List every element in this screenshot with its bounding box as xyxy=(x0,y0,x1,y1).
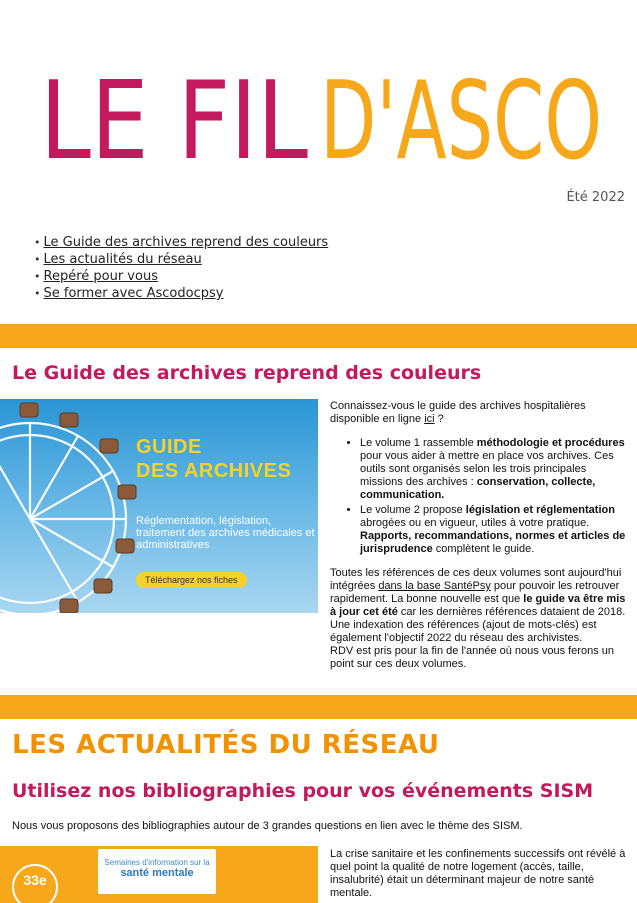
sism-body-text: La crise sanitaire et les confinements successifs ont révélé à quel point la qualité de notre logement (accès, taille, insalubrité) était un déterminant majeur de notre santé mentale. xyxy=(330,848,626,899)
section-divider-band xyxy=(0,695,637,719)
article-intro xyxy=(330,400,630,426)
section-heading-actualites: LES ACTUALITÉS DU RÉSEAU xyxy=(12,730,440,760)
banner-subtitle: Réglementation, législation, traitement des archives médicales et administratives xyxy=(136,515,315,551)
toc-link-repere[interactable]: Repéré pour vous xyxy=(43,269,158,284)
volume-1-item xyxy=(360,437,630,502)
volume-2-item xyxy=(360,504,630,556)
para2-text-2: pour pouvoir les retrouver rapidement. La bonne nouvelle est que xyxy=(330,580,620,605)
subheading-sism: Utilisez nos bibliographies pour vos événements SISM xyxy=(12,780,594,802)
intro-end: ? xyxy=(434,413,444,425)
toc-item xyxy=(34,234,328,251)
masthead-title-dasco: D'ASCO xyxy=(320,59,602,180)
toc-link-actualites[interactable]: Les actualités du réseau xyxy=(43,252,202,267)
vol1-text: Le volume 1 rassemble xyxy=(360,437,477,449)
para2-text-3: car les dernières références dataient de 2018. Une indexation des références (ajout de mots-clés) est également l'objectif 2022 du réseau des archivistes. xyxy=(330,606,626,644)
guide-online-link[interactable]: ici xyxy=(424,413,435,425)
vol1-bold: méthodologie et procédures xyxy=(476,437,625,449)
vol2-bold: législation et réglementation xyxy=(465,504,615,516)
volumes-list xyxy=(330,437,630,556)
article-para-2 xyxy=(330,567,630,645)
article-para-3: RDV est pris pour la fin de l'année où nous vous ferons un point sur ces deux volumes. xyxy=(330,645,614,670)
vol1-missions: conservation, collecte, communication. xyxy=(360,476,596,501)
banner-title-line2: DES ARCHIVES xyxy=(136,460,292,482)
sism-logo xyxy=(98,849,216,894)
sism-logo-line1: Semaines d'information sur la xyxy=(104,858,210,867)
section-divider-band xyxy=(0,324,637,348)
masthead xyxy=(0,0,637,180)
masthead-title-le-fil: LE FIL xyxy=(40,59,308,180)
para2-bold: le guide va être mis à jour cet été xyxy=(330,593,626,618)
intro-text: Connaissez-vous le guide des archives hospitalières disponible en ligne xyxy=(330,400,586,425)
sism-logo-line2: santé mentale xyxy=(120,867,194,879)
guide-article-body xyxy=(330,400,630,671)
vol2-text-2: abrogées ou en vigueur, utiles à votre pratique. xyxy=(360,517,590,529)
download-sheets-button[interactable]: Téléchargez nos fiches xyxy=(136,572,247,588)
banner-title-line1: GUIDE xyxy=(136,436,202,458)
toc-item xyxy=(34,251,328,268)
vol2-bold-2: Rapports, recommandations, normes et articles de jurisprudence xyxy=(360,530,626,555)
vol2-text: Le volume 2 propose xyxy=(360,504,466,516)
edition-badge: 33e xyxy=(12,864,58,903)
masthead-logo xyxy=(0,0,637,180)
issue-date: Été 2022 xyxy=(566,190,625,205)
toc-item xyxy=(34,285,328,302)
toc-item xyxy=(34,268,328,285)
table-of-contents xyxy=(34,234,328,302)
toc-link-guide-archives[interactable]: Le Guide des archives reprend des couleurs xyxy=(43,235,329,250)
santepsy-link[interactable]: dans la base SantéPsy xyxy=(378,580,491,592)
sism-banner[interactable] xyxy=(0,846,318,903)
toc-link-se-former[interactable]: Se former avec Ascodocpsy xyxy=(43,286,224,301)
vol2-end: complètent le guide. xyxy=(432,543,535,555)
section-heading-guide: Le Guide des archives reprend des couleurs xyxy=(12,362,482,384)
sism-intro-text: Nous vous proposons des bibliographies autour de 3 grandes questions en lien avec le thème des SISM. xyxy=(12,820,523,832)
banner-title xyxy=(136,435,291,483)
vol1-text-2: pour vous aider à mettre en place vos archives. Ces outils sont organisés selon les trois principales missions des archives : xyxy=(360,450,614,488)
para2-text: Toutes les références de ces deux volumes sont aujourd'hui intégrées xyxy=(330,567,622,592)
guide-archives-banner[interactable] xyxy=(0,399,318,613)
